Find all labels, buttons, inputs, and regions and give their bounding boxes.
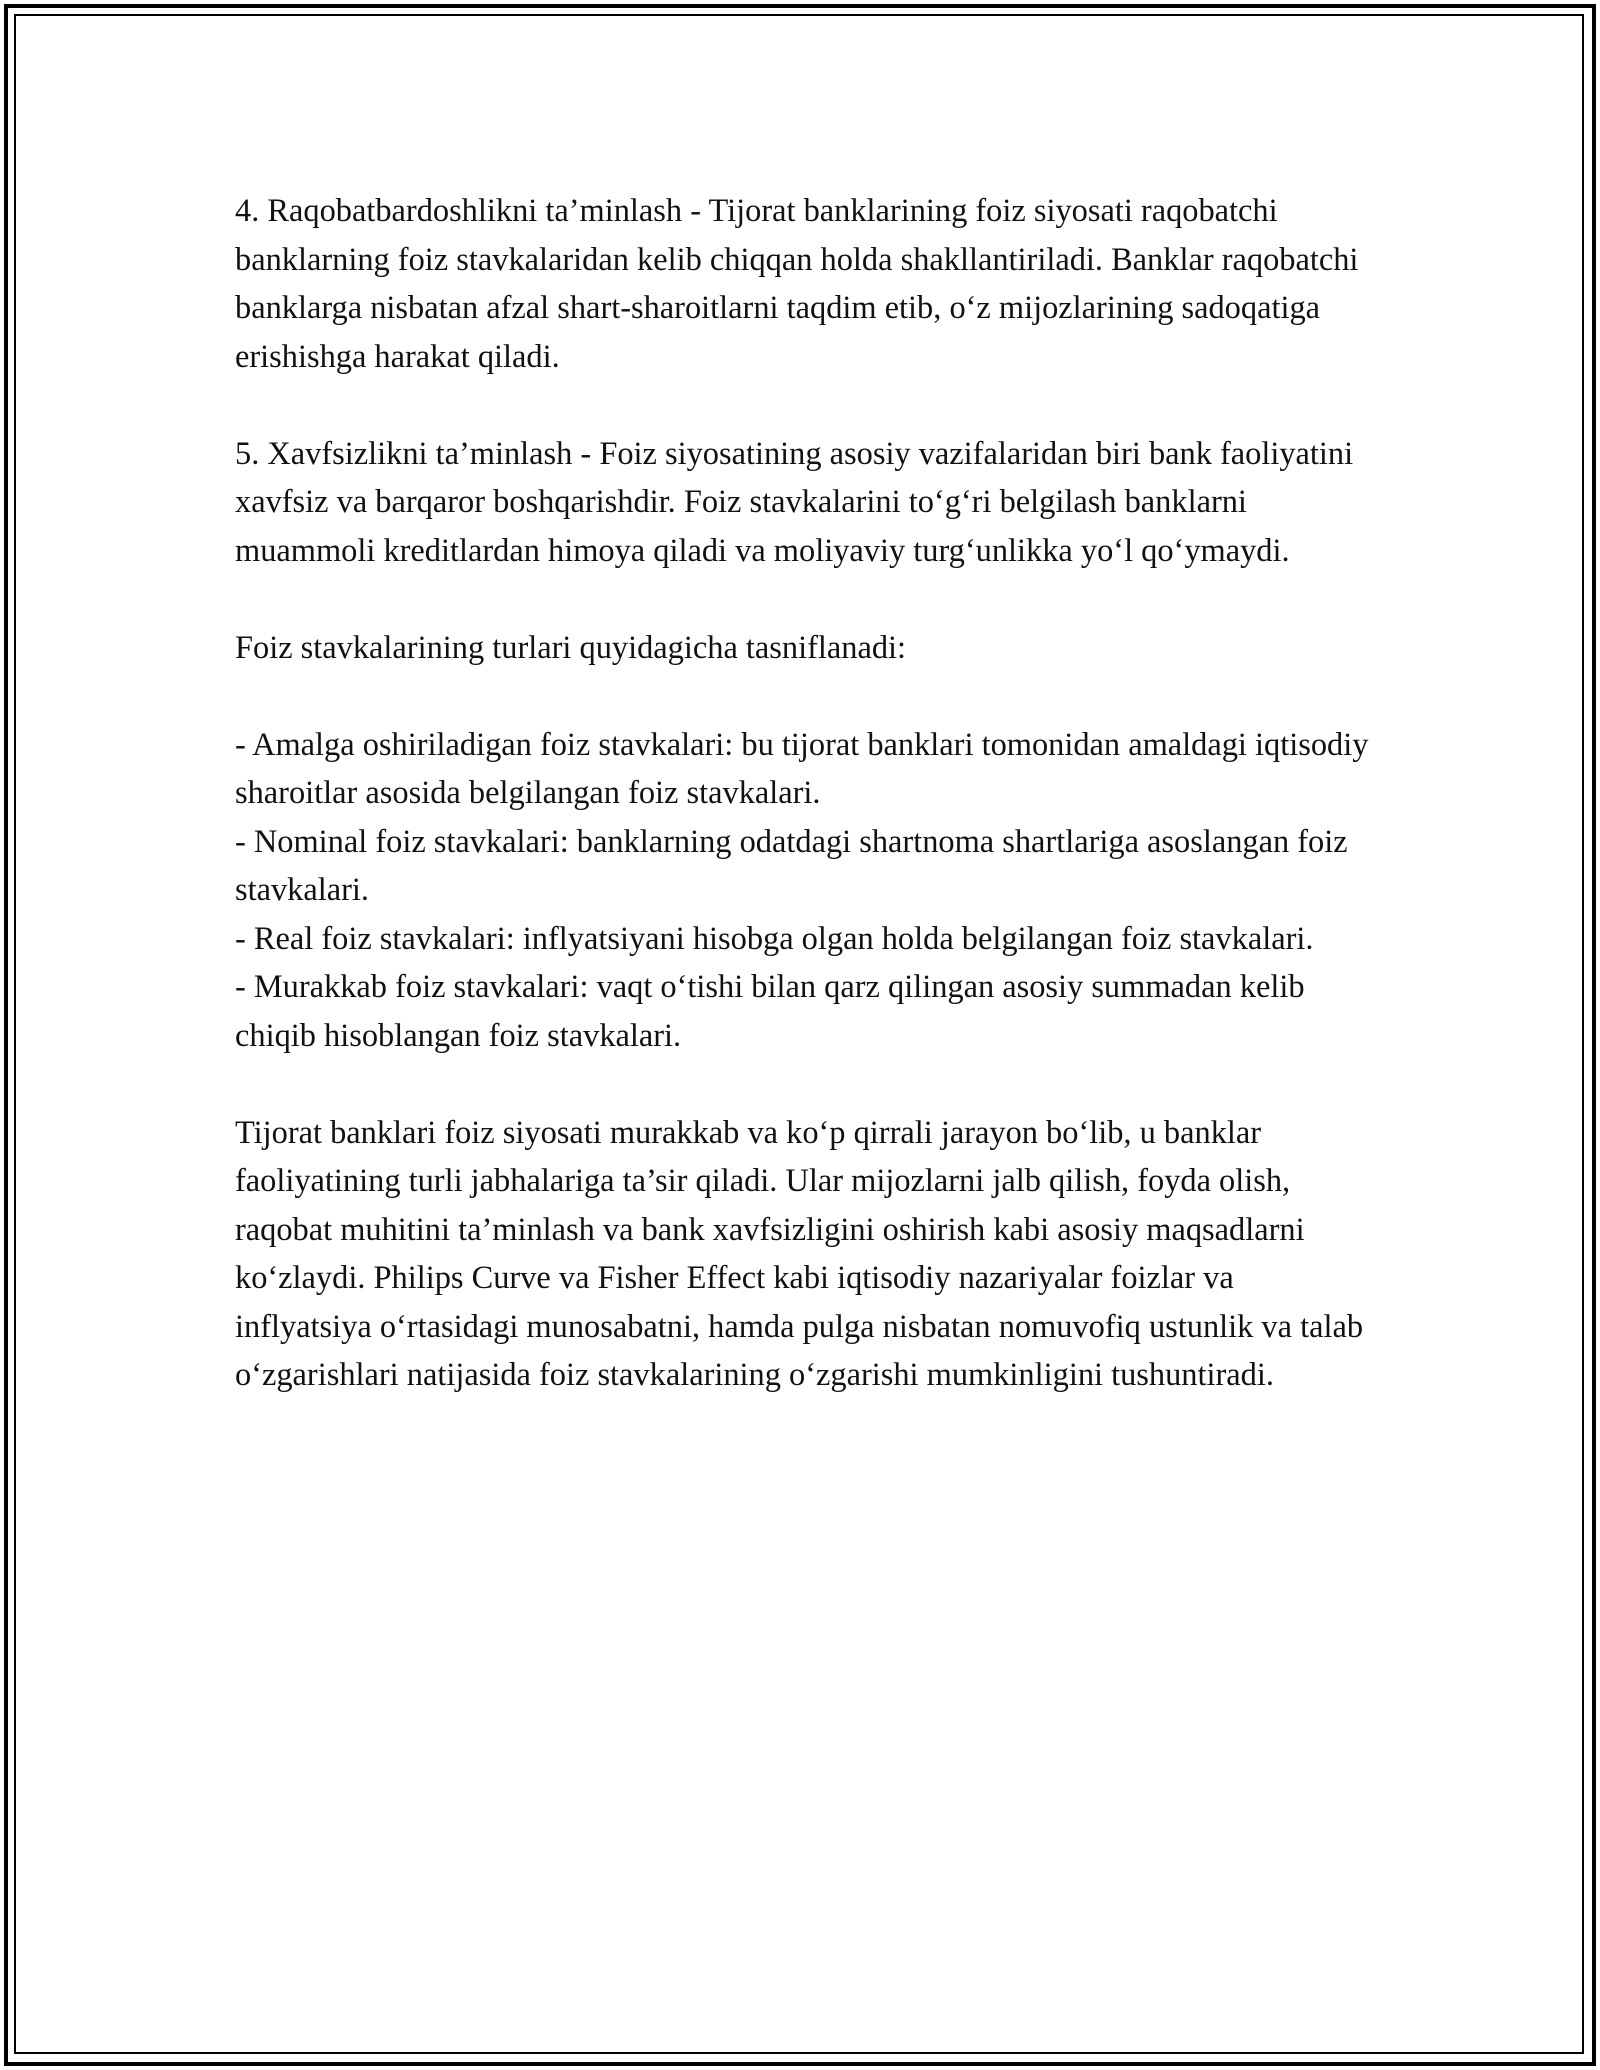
paragraph-spacer xyxy=(235,672,1375,721)
list-item-nominal-rates: - Nominal foiz stavkalari: banklarning odatdagi shartnoma shartlariga asoslangan foiz stavkalari. xyxy=(235,823,1348,908)
paragraph-conclusion: Tijorat banklari foiz siyosati murakkab va ko‘p qirrali jarayon bo‘lib, u banklar faoliyatining turli jabhalariga ta’sir qiladi. Ular mijozlarni jalb qilish, foyda olish, raqobat muhitini ta’minlash va bank xavfsizligini oshirish kabi asosiy maqsadlarni ko‘zlaydi. Philips Curve va Fisher Effect kabi iqtisodiy nazariyalar foizlar va inflyatsiya o‘rtasidagi munosabatni, hamda pulga nisbatan nomuvofiq ustunlik va talab o‘zgarishlari natijasida foiz stavkalarining o‘zgarishi mumkinligini tushuntiradi. xyxy=(235,1114,1364,1393)
paragraph-spacer xyxy=(235,1060,1375,1109)
paragraph-spacer xyxy=(235,381,1375,430)
types-intro: Foiz stavkalarining turlari quyidagicha tasniflanadi: xyxy=(235,629,907,666)
list-item-implemented-rates: - Amalga oshiriladigan foiz stavkalari: bu tijorat banklari tomonidan amaldagi iqtisodiy sharoitlar asosida belgilangan foiz stavkalari. xyxy=(235,726,1369,811)
list-item-real-rates: - Real foiz stavkalari: inflyatsiyani hisobga olgan holda belgilangan foiz stavkalari. xyxy=(235,920,1314,957)
list-item-compound-rates: - Murakkab foiz stavkalari: vaqt o‘tishi bilan qarz qilingan asosiy summadan kelib chiqib hisoblangan foiz stavkalari. xyxy=(235,969,1305,1054)
document-body xyxy=(235,187,1375,1400)
paragraph-security: 5. Xavfsizlikni ta’minlash - Foiz siyosatining asosiy vazifalaridan biri bank faoliyatini xavfsiz va barqaror boshqarishdir. Foiz stavkalarini to‘g‘ri belgilash banklarni muammoli kreditlardan himoya qiladi va moliyaviy turg‘unlikka yo‘l qo‘ymaydi. xyxy=(235,435,1354,569)
paragraph-competitiveness: 4. Raqobatbardoshlikni ta’minlash - Tijorat banklarining foiz siyosati raqobatchi banklarning foiz stavkalaridan kelib chiqqan holda shakllantiriladi. Banklar raqobatchi banklarga nisbatan afzal shart-sharoitlarni taqdim etib, o‘z mijozlarining sadoqatiga erishishga harakat qiladi. xyxy=(235,193,1359,375)
paragraph-spacer xyxy=(235,575,1375,624)
